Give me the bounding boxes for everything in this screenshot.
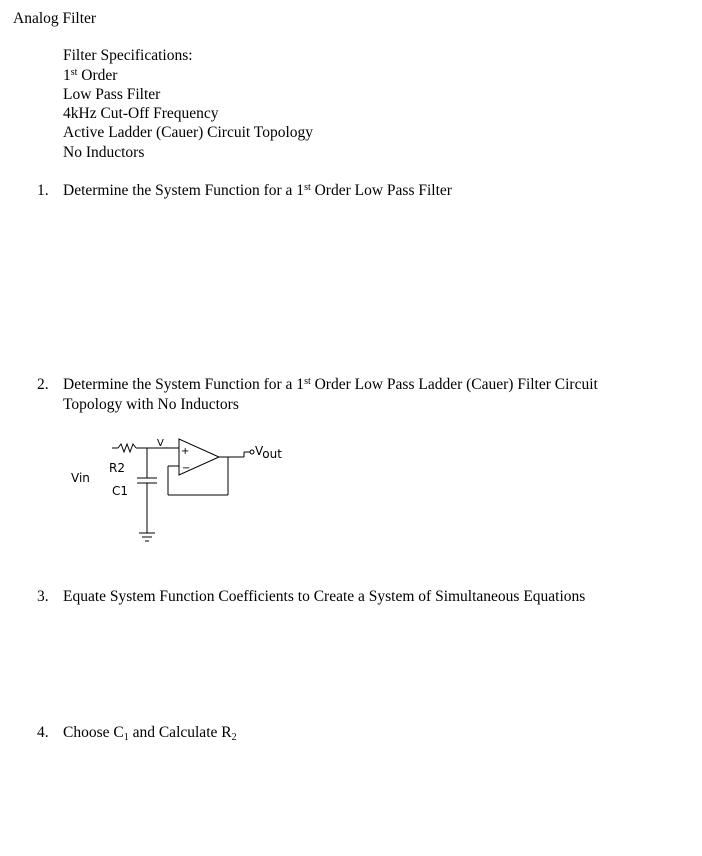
spec-type: Low Pass Filter [63, 86, 161, 103]
resistor-r2 [118, 444, 136, 452]
page-title: Analog Filter [13, 10, 97, 27]
r2-label: R2 [109, 461, 125, 475]
plus-sign: + [181, 446, 190, 457]
question-2-line2: Topology with No Inductors [63, 396, 239, 413]
minus-sign: − [182, 463, 191, 474]
spec-topology: Active Ladder (Cauer) Circuit Topology [63, 124, 313, 141]
vout-label: Vout [255, 444, 282, 461]
c1-label: C1 [112, 484, 129, 498]
spec-inductors: No Inductors [63, 144, 145, 161]
spec-order: 1st Order [63, 67, 118, 84]
spec-cutoff: 4kHz Cut-Off Frequency [63, 105, 219, 122]
output-terminal [250, 450, 254, 454]
v-minus-label: V_ [157, 438, 169, 449]
vin-label: Vin [71, 471, 90, 485]
specs-heading: Filter Specifications: [63, 47, 193, 64]
